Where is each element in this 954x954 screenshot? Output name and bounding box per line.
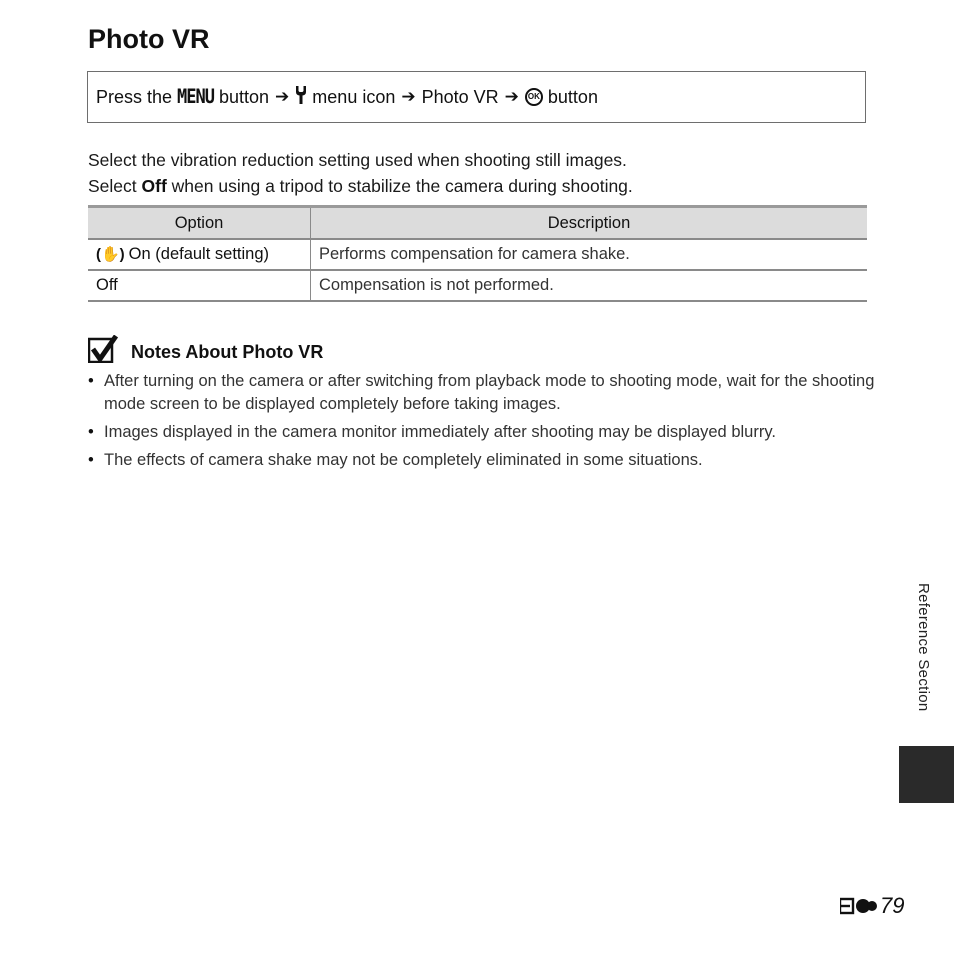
intro-line-2-pre: Select	[88, 176, 137, 196]
bullet-icon: •	[88, 451, 94, 469]
note-text: Images displayed in the camera monitor immediately after shooting may be displayed blurry.	[104, 423, 776, 441]
check-mark-icon	[88, 335, 118, 363]
table-row	[88, 270, 867, 301]
page-title: Photo VR	[88, 24, 210, 54]
option-cell: Off	[88, 270, 311, 301]
arrow-right-icon: ➔	[401, 87, 416, 106]
intro-off-bold: Off	[141, 176, 167, 196]
intro-text	[88, 147, 633, 199]
notes-list	[88, 370, 878, 477]
bullet-icon: •	[88, 423, 94, 441]
list-item	[88, 370, 878, 416]
header-description: Description	[311, 207, 868, 240]
menu-button-glyph: MENU	[177, 85, 214, 109]
page-number	[840, 893, 904, 919]
description-cell: Compensation is not performed.	[311, 270, 868, 301]
reference-section-icon	[840, 896, 878, 916]
option-label: On (default setting)	[128, 245, 269, 263]
notes-title: Notes About Photo VR	[131, 341, 324, 362]
nav-item-photo-vr: Photo VR	[421, 86, 499, 107]
nav-menu-icon-text: menu icon	[312, 86, 396, 107]
header-option: Option	[88, 207, 311, 240]
intro-line-2	[88, 173, 633, 199]
notes-heading	[88, 335, 323, 363]
intro-line-2-post: when using a tripod to stabilize the camera during shooting.	[171, 176, 633, 196]
bullet-icon: •	[88, 372, 94, 390]
note-text: After turning on the camera or after switching from playback mode to shooting mode, wait for the shooting mode screen to be displayed completely before taking images.	[104, 372, 875, 413]
note-text: The effects of camera shake may not be completely eliminated in some situations.	[104, 451, 703, 469]
options-table	[88, 205, 867, 302]
page-number-text: 79	[880, 893, 905, 918]
intro-line-1: Select the vibration reduction setting used when shooting still images.	[88, 150, 627, 170]
arrow-right-icon: ➔	[504, 87, 519, 106]
nav-end-button-word: button	[547, 86, 598, 107]
table-header-row	[88, 207, 867, 240]
nav-press-text: Press the	[96, 86, 173, 107]
arrow-right-icon: ➔	[275, 87, 290, 106]
list-item	[88, 449, 878, 472]
list-item	[88, 421, 878, 444]
ok-button-icon: OK	[525, 88, 543, 106]
menu-navigation-path	[87, 71, 866, 123]
vibration-reduction-icon: (✋)	[96, 246, 125, 263]
nav-button-word: button	[219, 86, 270, 107]
description-cell: Performs compensation for camera shake.	[311, 239, 868, 270]
option-cell	[88, 239, 311, 270]
table-row	[88, 239, 867, 270]
section-tab	[899, 746, 954, 803]
side-section-label: Reference Section	[915, 583, 932, 712]
wrench-icon	[295, 85, 307, 110]
